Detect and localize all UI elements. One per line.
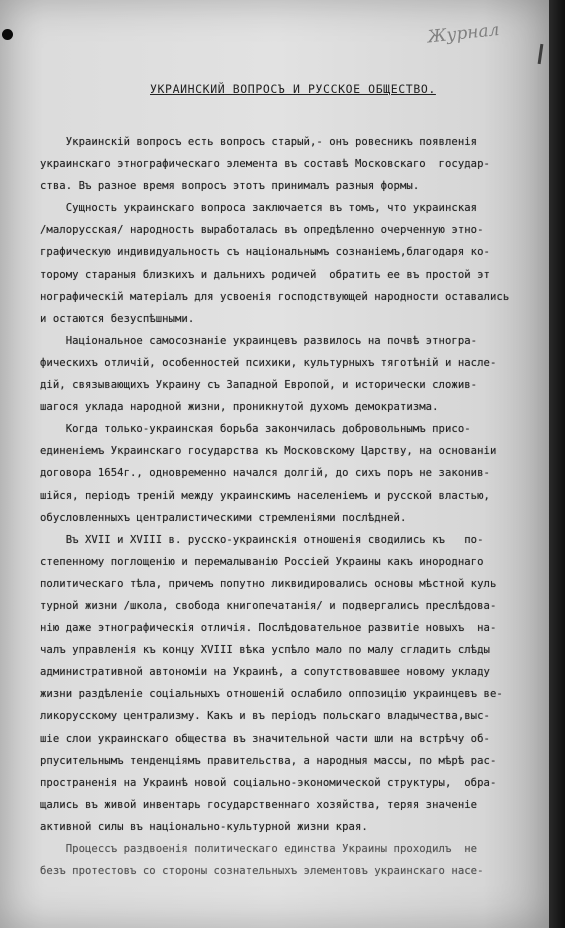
text-line: нографическiй матерiалъ для усвоенiя господствующей народности оставались	[40, 290, 510, 303]
text-line: нiю даже этнографическiя отличiя. Послѣдовательное развитiе новыхъ на-	[40, 622, 497, 635]
text-line: торому стараныя близкихъ и дальнихъ родичей обратить ее въ простой эт	[40, 268, 490, 281]
text-line: Украинскiй вопросъ есть вопросъ старый,- онъ ровесникъ появленiя	[40, 136, 478, 148]
text-line: политическаго тѣла, причемъ попутно ликвидировались основы мѣстной куль	[40, 577, 497, 590]
text-line: Нацiональное самосознанiе украинцевъ развилось на почвѣ этногра-	[40, 334, 478, 347]
text-line: Въ XVII и XVIII в. русско-украинскiя отношенiя сводились къ по-	[40, 533, 484, 546]
text-line: степенному поглощенiю и перемалыванiю Россiей Украины какъ инороднаго	[40, 555, 484, 568]
text-line: единенiемъ Украинскаго государства къ Московскому Царству, на основанiи	[40, 445, 497, 458]
text-line: Сущность украинскаго вопроса заключается въ томъ, что украинская	[40, 202, 478, 215]
scan-edge	[549, 0, 565, 928]
text-line: ства. Въ разное время вопросъ этотъ принималъ разныя формы.	[40, 180, 420, 193]
text-line: и остаются безуспѣшными.	[40, 312, 195, 325]
text-line: ликорусскому централизму. Какъ и въ перiодъ польскаго владычества,выс-	[40, 710, 490, 723]
text-line: безъ протестовъ со стороны сознательныхъ элементовъ украинскаго насе-	[40, 865, 484, 878]
text-line: Когда только-украинская борьба закончилась добровольнымъ присо-	[40, 423, 471, 436]
text-line: пространенiя на Украинѣ новой соцiально-экономической структуры, обра-	[40, 776, 497, 789]
document-title: УКРАИНСКИЙ ВОПРОСЪ И РУССКОЕ ОБЩЕСТВО.	[150, 82, 436, 96]
pen-mark	[538, 44, 544, 64]
punch-hole	[2, 29, 13, 40]
text-line: договора 1654г., одновременно начался долгiй, до сихъ поръ не законив-	[40, 467, 490, 480]
document-body	[40, 131, 545, 882]
text-line: графическую индивидуальность съ нацiональнымъ сознанiемъ,благодаря ко-	[40, 246, 490, 259]
handwritten-annotation: Журнал	[426, 19, 501, 48]
text-line: украинскаго этнографическаго элемента въ составѣ Московскаго государ-	[40, 158, 490, 171]
text-line: обусловленныхъ централистическими стремленiями послѣдней.	[40, 511, 407, 524]
text-line: щались въ живой инвентарь государственнаго хозяйства, теряя значенiе	[40, 798, 478, 811]
text-line: дiй, связывающихъ Украину съ Западной Европой, и исторически сложив-	[40, 379, 478, 392]
text-line: шiйся, перiодъ тренiй между украинскимъ населенiемъ и русской властью,	[40, 489, 490, 502]
text-line: шiе слои украинскаго общества въ значительной части шли на встрѣчу об-	[40, 732, 490, 745]
text-line: активной силы въ нацiонально-культурной жизни края.	[40, 820, 368, 833]
text-line: фическихъ отличiй, особенностей психики, культурныхъ тяготѣнiй и насле-	[40, 356, 497, 369]
text-line: турной жизни /школа, свобода книгопечатанiя/ и подвергались преслѣдова-	[40, 599, 497, 612]
text-line: /малорусская/ народность выработалась въ опредѣленно очерченную этно-	[40, 224, 484, 237]
text-line: Процессъ раздвоенiя политическаго единства Украины проходилъ не	[40, 843, 478, 855]
text-line: шагося уклада народной жизни, проникнутой духомъ демократизма.	[40, 401, 439, 414]
text-line: чалъ управленiя къ концу XVIII вѣка успѣло мало по малу сгладить слѣды	[40, 644, 490, 657]
text-line: рпусительнымъ тенденцiямъ правительства, а народныя массы, по мѣрѣ рас-	[40, 754, 497, 767]
text-line: административной автономiи на Украинѣ, а сопутствовавшее новому укладу	[40, 666, 490, 679]
text-line: жизни раздѣленiе соцiальныхъ отношенiй ослабило оппозицiю украинцевъ ве-	[40, 688, 503, 701]
